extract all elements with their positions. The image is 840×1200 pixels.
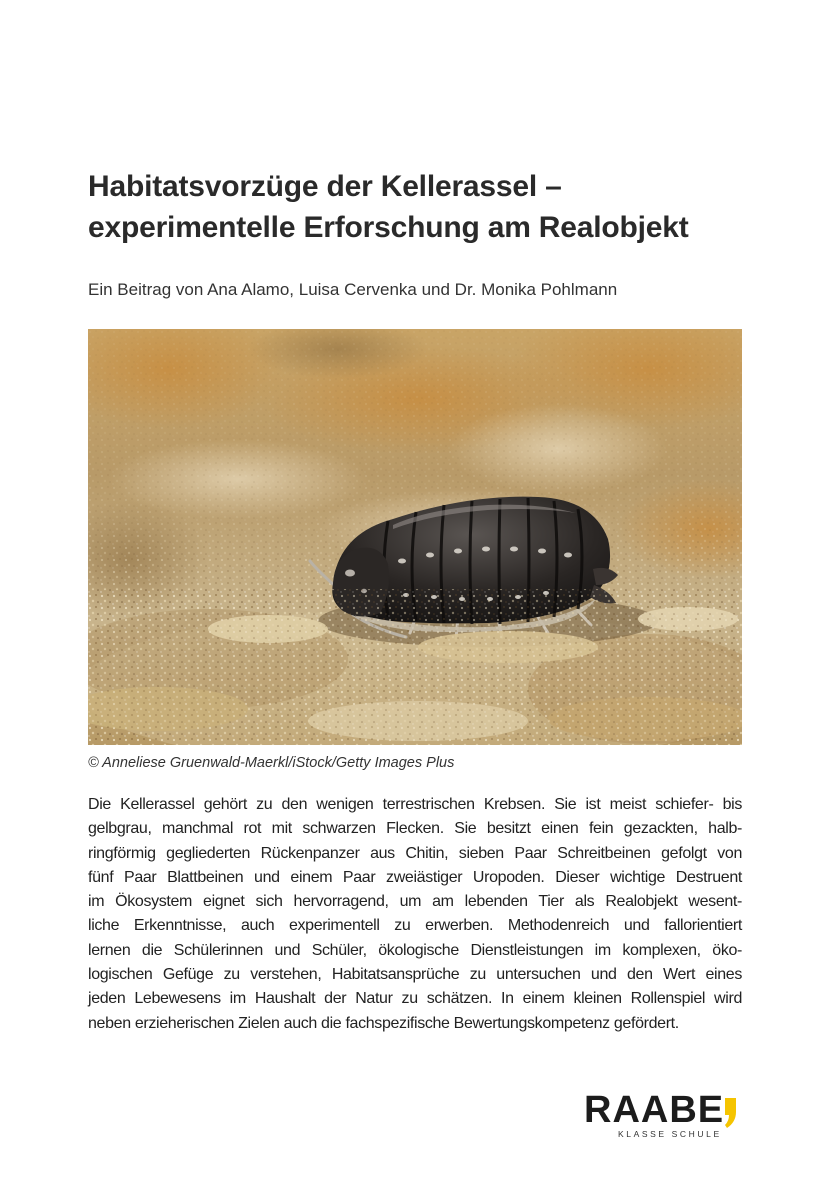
title-line-2: experimentelle Erforschung am Realobjekt [88,211,689,244]
abstract-line: liche Erkenntnisse, auch experimentell zu erwerben. Methodenreich und fallorientiert [88,917,742,935]
title-line-1: Habitatsvorzüge der Kellerassel – [88,170,562,203]
woodlouse-photo [88,329,742,745]
logo-wordmark: RAABE [584,1089,725,1131]
logo-comma-icon [724,1098,737,1128]
abstract-line: ringförmig gegliederten Rückenpanzer aus Chitin, sieben Paar Schreitbeinen gefolgt von [88,844,742,862]
abstract-line: neben erzieherischen Zielen auch die fachspezifische Bewertungskompetenz gefördert. [88,1014,679,1032]
page-title [88,166,768,248]
abstract-line: im Ökosystem eignet sich hervorragend, um am lebenden Tier als Realobjekt wesent- [88,893,742,911]
raabe-logo [584,1090,750,1142]
abstract-line: gelbgrau, manchmal rot mit schwarzen Flecken. Sie besitzt einen fein gezackten, halb- [88,820,742,838]
abstract-line: Die Kellerassel gehört zu den wenigen terrestrischen Krebsen. Sie ist meist schiefer- bis [88,796,742,813]
photo-illustration [88,329,742,745]
abstract-paragraph [88,793,742,1036]
abstract-line: fünf Paar Blattbeinen und einem Paar zweiästiger Uropoden. Dieser wichtige Destruent [88,868,742,886]
abstract-line: logischen Gefüge zu verstehen, Habitatsansprüche zu untersuchen und den Wert eines [88,966,742,984]
abstract-line: lernen die Schülerinnen und Schüler, ökologische Dienstleistungen im komplexen, öko- [88,941,742,959]
authors-line: Ein Beitrag von Ana Alamo, Luisa Cervenka und Dr. Monika Pohlmann [88,280,618,299]
logo-subtitle: KLASSE SCHULE [618,1129,722,1139]
photo-credit: © Anneliese Gruenwald-Maerkl/iStock/Getty Images Plus [88,755,455,771]
abstract-line: jeden Lebewesens im Haushalt der Natur zu schätzen. In einem kleinen Rollenspiel wird [88,990,742,1008]
